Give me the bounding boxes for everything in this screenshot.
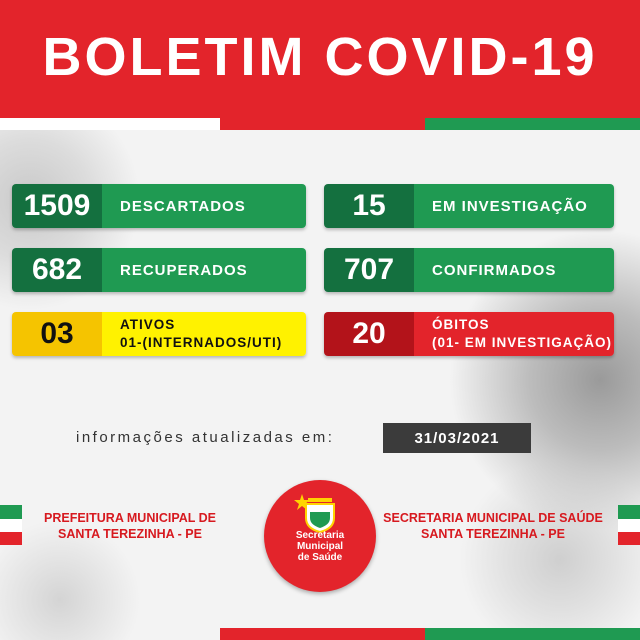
logo-text <box>264 530 376 563</box>
stat-value: 682 <box>12 248 102 292</box>
health-secretariat-logo <box>264 480 376 592</box>
stat-card-recuperados <box>12 248 306 292</box>
stat-value: 15 <box>324 184 414 228</box>
logo-line3: de Saúde <box>297 552 343 563</box>
updated-label: informações atualizadas em: <box>76 429 335 446</box>
stat-value: 03 <box>12 312 102 356</box>
updated-date: 31/03/2021 <box>383 423 531 453</box>
stat-sublabel: 01-(INTERNADOS/UTI) <box>120 335 283 350</box>
stat-card-ativos <box>12 312 306 356</box>
footer-left-line2: SANTA TEREZINHA - PE <box>58 527 202 541</box>
stat-card-obitos <box>324 312 614 356</box>
stat-label: RECUPERADOS <box>102 248 306 292</box>
stat-value: 1509 <box>12 184 102 228</box>
stat-label: EM INVESTIGAÇÃO <box>414 184 614 228</box>
footer-left-line1: PREFEITURA MUNICIPAL DE <box>44 511 216 525</box>
header-banner <box>0 0 640 118</box>
page-title: BOLETIM COVID-19 <box>42 27 598 87</box>
stat-label-group <box>102 312 306 356</box>
stat-label-group <box>414 312 614 356</box>
stat-sublabel: (01- EM INVESTIGAÇÃO) <box>432 335 613 350</box>
left-flag-stripe <box>0 505 22 545</box>
footer-right-line1: SECRETARIA MUNICIPAL DE SAÚDE <box>383 511 603 525</box>
stat-label: ÓBITOS <box>432 317 490 332</box>
footer-right-line2: SANTA TEREZINHA - PE <box>421 527 565 541</box>
bottom-stripe-red <box>220 628 425 640</box>
bottom-stripe-green <box>425 628 640 640</box>
footer-left-text <box>30 510 230 542</box>
stat-value: 20 <box>324 312 414 356</box>
logo-line1: Secretaria <box>295 530 345 541</box>
stat-label: ATIVOS <box>120 317 176 332</box>
stat-label: CONFIRMADOS <box>414 248 614 292</box>
stat-card-descartados <box>12 184 306 228</box>
footer-right-text <box>378 510 608 542</box>
right-flag-stripe <box>618 505 640 545</box>
logo-line2: Municipal <box>296 541 344 552</box>
stat-label: DESCARTADOS <box>102 184 306 228</box>
stat-card-confirmados <box>324 248 614 292</box>
stat-value: 707 <box>324 248 414 292</box>
stat-card-em-investigacao <box>324 184 614 228</box>
header-stripes <box>0 118 640 130</box>
